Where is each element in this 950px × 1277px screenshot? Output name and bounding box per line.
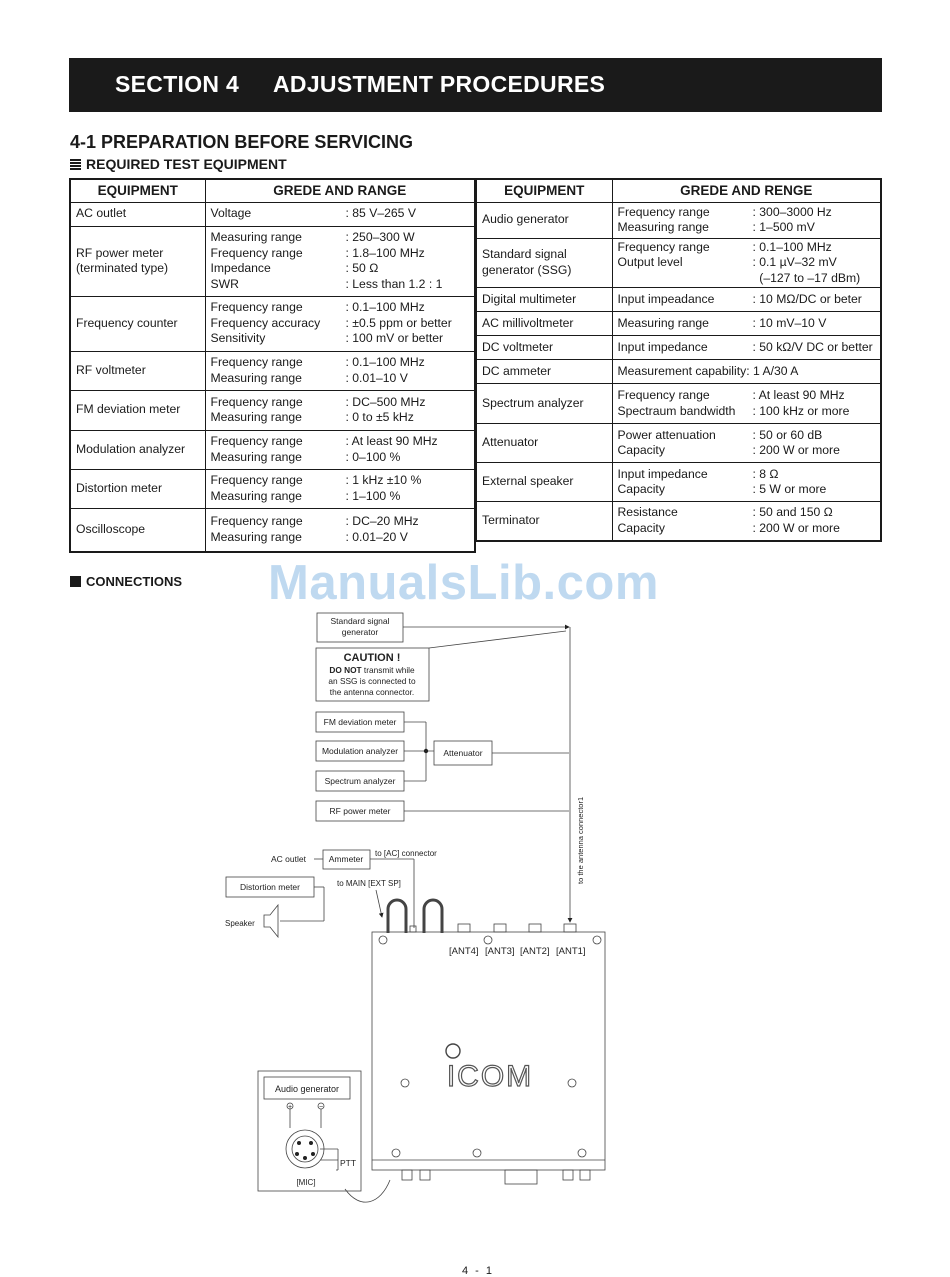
ammeter-label: Ammeter: [328, 854, 364, 864]
equipment-name: AC outlet: [70, 202, 205, 226]
spec-value: : 0.1 µV–32 mV: [752, 255, 837, 269]
spec-label: Impedance: [210, 261, 271, 275]
equipment-name: AC millivoltmeter: [476, 312, 612, 336]
spec-value: : 50 and 150 Ω: [752, 505, 833, 520]
spec-value: : 1.8–100 MHz: [345, 245, 425, 260]
spec-label: Measuring range: [210, 370, 302, 385]
equipment-name: FM deviation meter: [70, 390, 205, 430]
attenuator-label: Attenuator: [443, 748, 483, 758]
spec-label: Frequency accuracy: [210, 315, 321, 330]
spec-value: : At least 90 MHz: [752, 388, 845, 402]
spec-value: : 50 kΩ/V DC or better: [752, 339, 873, 354]
spec-label: Voltage: [210, 206, 252, 221]
distortion-label: Distortion meter: [240, 882, 300, 892]
ant4-label: [ANT4]: [449, 946, 479, 957]
page-heading: 4-1 PREPARATION BEFORE SERVICING: [70, 132, 414, 152]
spec-label: Frequency range: [210, 300, 303, 315]
minus-label: −: [318, 1104, 324, 1111]
spec-value: : 250–300 W: [345, 230, 415, 244]
equipment-name: DC ammeter: [476, 360, 612, 384]
equipment-subheading: REQUIRED TEST EQUIPMENT: [70, 156, 287, 172]
spec-value: : 200 W or more: [752, 520, 840, 535]
spec-value: : 0.01–20 V: [345, 529, 408, 544]
equipment-name: RF power meter (terminated type): [70, 226, 205, 296]
ssg-label-2: generator: [341, 627, 379, 637]
speaker-label: Speaker: [225, 919, 255, 928]
spec-label: Input impedance: [617, 339, 708, 354]
equipment-name: Distortion meter: [70, 469, 205, 508]
icom-logo: ICOM: [446, 1060, 534, 1093]
spec-value: : 85 V–265 V: [345, 206, 416, 221]
spec-label: Frequency range: [210, 434, 303, 448]
spec-label: Frequency range: [210, 355, 303, 369]
main-ext-sp-label: to MAIN [EXT SP]: [337, 879, 401, 888]
spec-label: Measuring range: [210, 449, 302, 464]
spec-value: : 10 mV–10 V: [752, 315, 827, 330]
equipment-name: Attenuator: [476, 424, 612, 463]
spec-value: : 1–500 mV: [752, 220, 815, 234]
equipment-name: Terminator: [476, 502, 612, 541]
equipment-name: Standard signal generator (SSG): [476, 238, 612, 288]
spec-label: Spectraum bandwidth: [617, 403, 736, 418]
spec-value: : Less than 1.2 : 1: [345, 276, 443, 291]
ant3-label: [ANT3]: [485, 946, 515, 957]
section-number: SECTION 4: [115, 71, 240, 97]
caution-line-2: an SSG is connected to: [328, 676, 416, 686]
modulation-label: Modulation analyzer: [321, 746, 399, 756]
spec-value: : ±0.5 ppm or better: [345, 315, 452, 330]
spec-value: : 1–100 %: [345, 488, 401, 503]
caution-title: CAUTION !: [343, 652, 401, 664]
spec-label: Measuring range: [617, 220, 709, 234]
equipment-name: Audio generator: [476, 202, 612, 238]
spec-label: Measuring range: [210, 488, 302, 503]
spec-label: Measuring range: [210, 410, 302, 424]
col-header-equipment: EQUIPMENT: [476, 179, 612, 202]
ant2-label: [ANT2]: [520, 946, 550, 957]
spec-value: : 300–3000 Hz: [752, 204, 832, 219]
spec-label: Frequency range: [617, 204, 710, 219]
equipment-name: Modulation analyzer: [70, 430, 205, 469]
equipment-name: Digital multimeter: [476, 288, 612, 312]
ac-connector-label: to [AC] connector: [375, 849, 437, 858]
caution-line-3: the antenna connector.: [329, 687, 415, 697]
spec-value: : 0–100 %: [345, 449, 401, 464]
spec-value: : DC–20 MHz: [345, 514, 419, 529]
spec-label: SWR: [210, 276, 239, 291]
watermark: ManualsLib.com: [268, 556, 659, 610]
spec-value: : 0.01–10 V: [345, 370, 408, 385]
spec-label: Measurement capability: 1 A/30 A: [617, 363, 799, 378]
spec-value: : 0.1–100 MHz: [345, 355, 425, 369]
spec-label: Power attenuation: [617, 427, 716, 442]
spec-value: : At least 90 MHz: [345, 434, 438, 448]
spec-value: : 8 Ω: [752, 466, 779, 481]
antenna-connector-label: to the antenna connector1: [576, 796, 585, 884]
plus-label: +: [287, 1104, 293, 1111]
spec-value: : 1 kHz ±10 %: [345, 473, 422, 487]
spec-value: : 0.1–100 MHz: [752, 239, 832, 254]
spec-label: Capacity: [617, 482, 665, 496]
spec-label: Frequency range: [617, 239, 710, 254]
spec-value: : 5 W or more: [752, 482, 827, 496]
spec-value: : 200 W or more: [752, 443, 840, 457]
ant1-label: [ANT1]: [556, 946, 586, 957]
spec-label: Frequency range: [617, 388, 710, 402]
spec-value: : 0.1–100 MHz: [345, 300, 425, 315]
spectrum-label: Spectrum analyzer: [324, 776, 396, 786]
spec-label: Input impeadance: [617, 291, 715, 306]
spec-value: : 0 to ±5 kHz: [345, 410, 414, 424]
spec-value: : 50 or 60 dB: [752, 427, 823, 442]
spec-label: Measuring range: [617, 315, 709, 330]
spec-label: Frequency range: [210, 394, 303, 409]
spec-value: : 100 kHz or more: [752, 403, 850, 418]
section-title: ADJUSTMENT PROCEDURES: [273, 71, 606, 97]
equipment-name: Frequency counter: [70, 296, 205, 351]
spec-label: Input impedance: [617, 466, 708, 481]
spec-value: (–127 to –17 dBm): [752, 270, 861, 285]
fm-deviation-label: FM deviation meter: [323, 717, 397, 727]
ssg-label-1: Standard signal: [330, 616, 390, 626]
mic-label: [MIC]: [296, 1178, 316, 1187]
col-header-grade: GREDE AND RENGE: [612, 179, 881, 202]
equipment-name: External speaker: [476, 463, 612, 502]
spec-value: : 50 Ω: [345, 261, 379, 275]
spec-label: Frequency range: [210, 245, 303, 260]
col-header-grade: GREDE AND RANGE: [205, 179, 475, 202]
ptt-label: PTT: [340, 1158, 357, 1168]
ac-outlet-label: AC outlet: [271, 854, 306, 864]
col-header-equipment: EQUIPMENT: [70, 179, 205, 202]
page-number: 4 - 1: [462, 1265, 495, 1277]
speaker-icon: [264, 905, 278, 937]
equipment-name: RF voltmeter: [70, 351, 205, 390]
spec-value: : 10 MΩ/DC or beter: [752, 291, 862, 306]
caution-line-1: DO NOT transmit while: [329, 665, 415, 675]
spec-label: Output level: [617, 255, 683, 269]
spec-label: Sensitivity: [210, 331, 266, 346]
audio-generator-label: Audio generator: [274, 1084, 340, 1094]
equipment-name: DC voltmeter: [476, 336, 612, 360]
equipment-name: Oscilloscope: [70, 508, 205, 552]
spec-label: Capacity: [617, 443, 665, 457]
spec-value: : DC–500 MHz: [345, 394, 426, 409]
spec-label: Frequency range: [210, 514, 303, 529]
transceiver-body: [372, 932, 605, 1170]
spec-label: Measuring range: [210, 230, 302, 244]
spec-label: Capacity: [617, 520, 665, 535]
spec-label: Resistance: [617, 505, 678, 520]
rf-power-label: RF power meter: [329, 806, 391, 816]
equipment-name: Spectrum analyzer: [476, 384, 612, 424]
connections-heading: CONNECTIONS: [70, 574, 182, 589]
spec-label: Measuring range: [210, 529, 302, 544]
spec-label: Frequency range: [210, 473, 303, 487]
spec-value: : 100 mV or better: [345, 331, 444, 346]
